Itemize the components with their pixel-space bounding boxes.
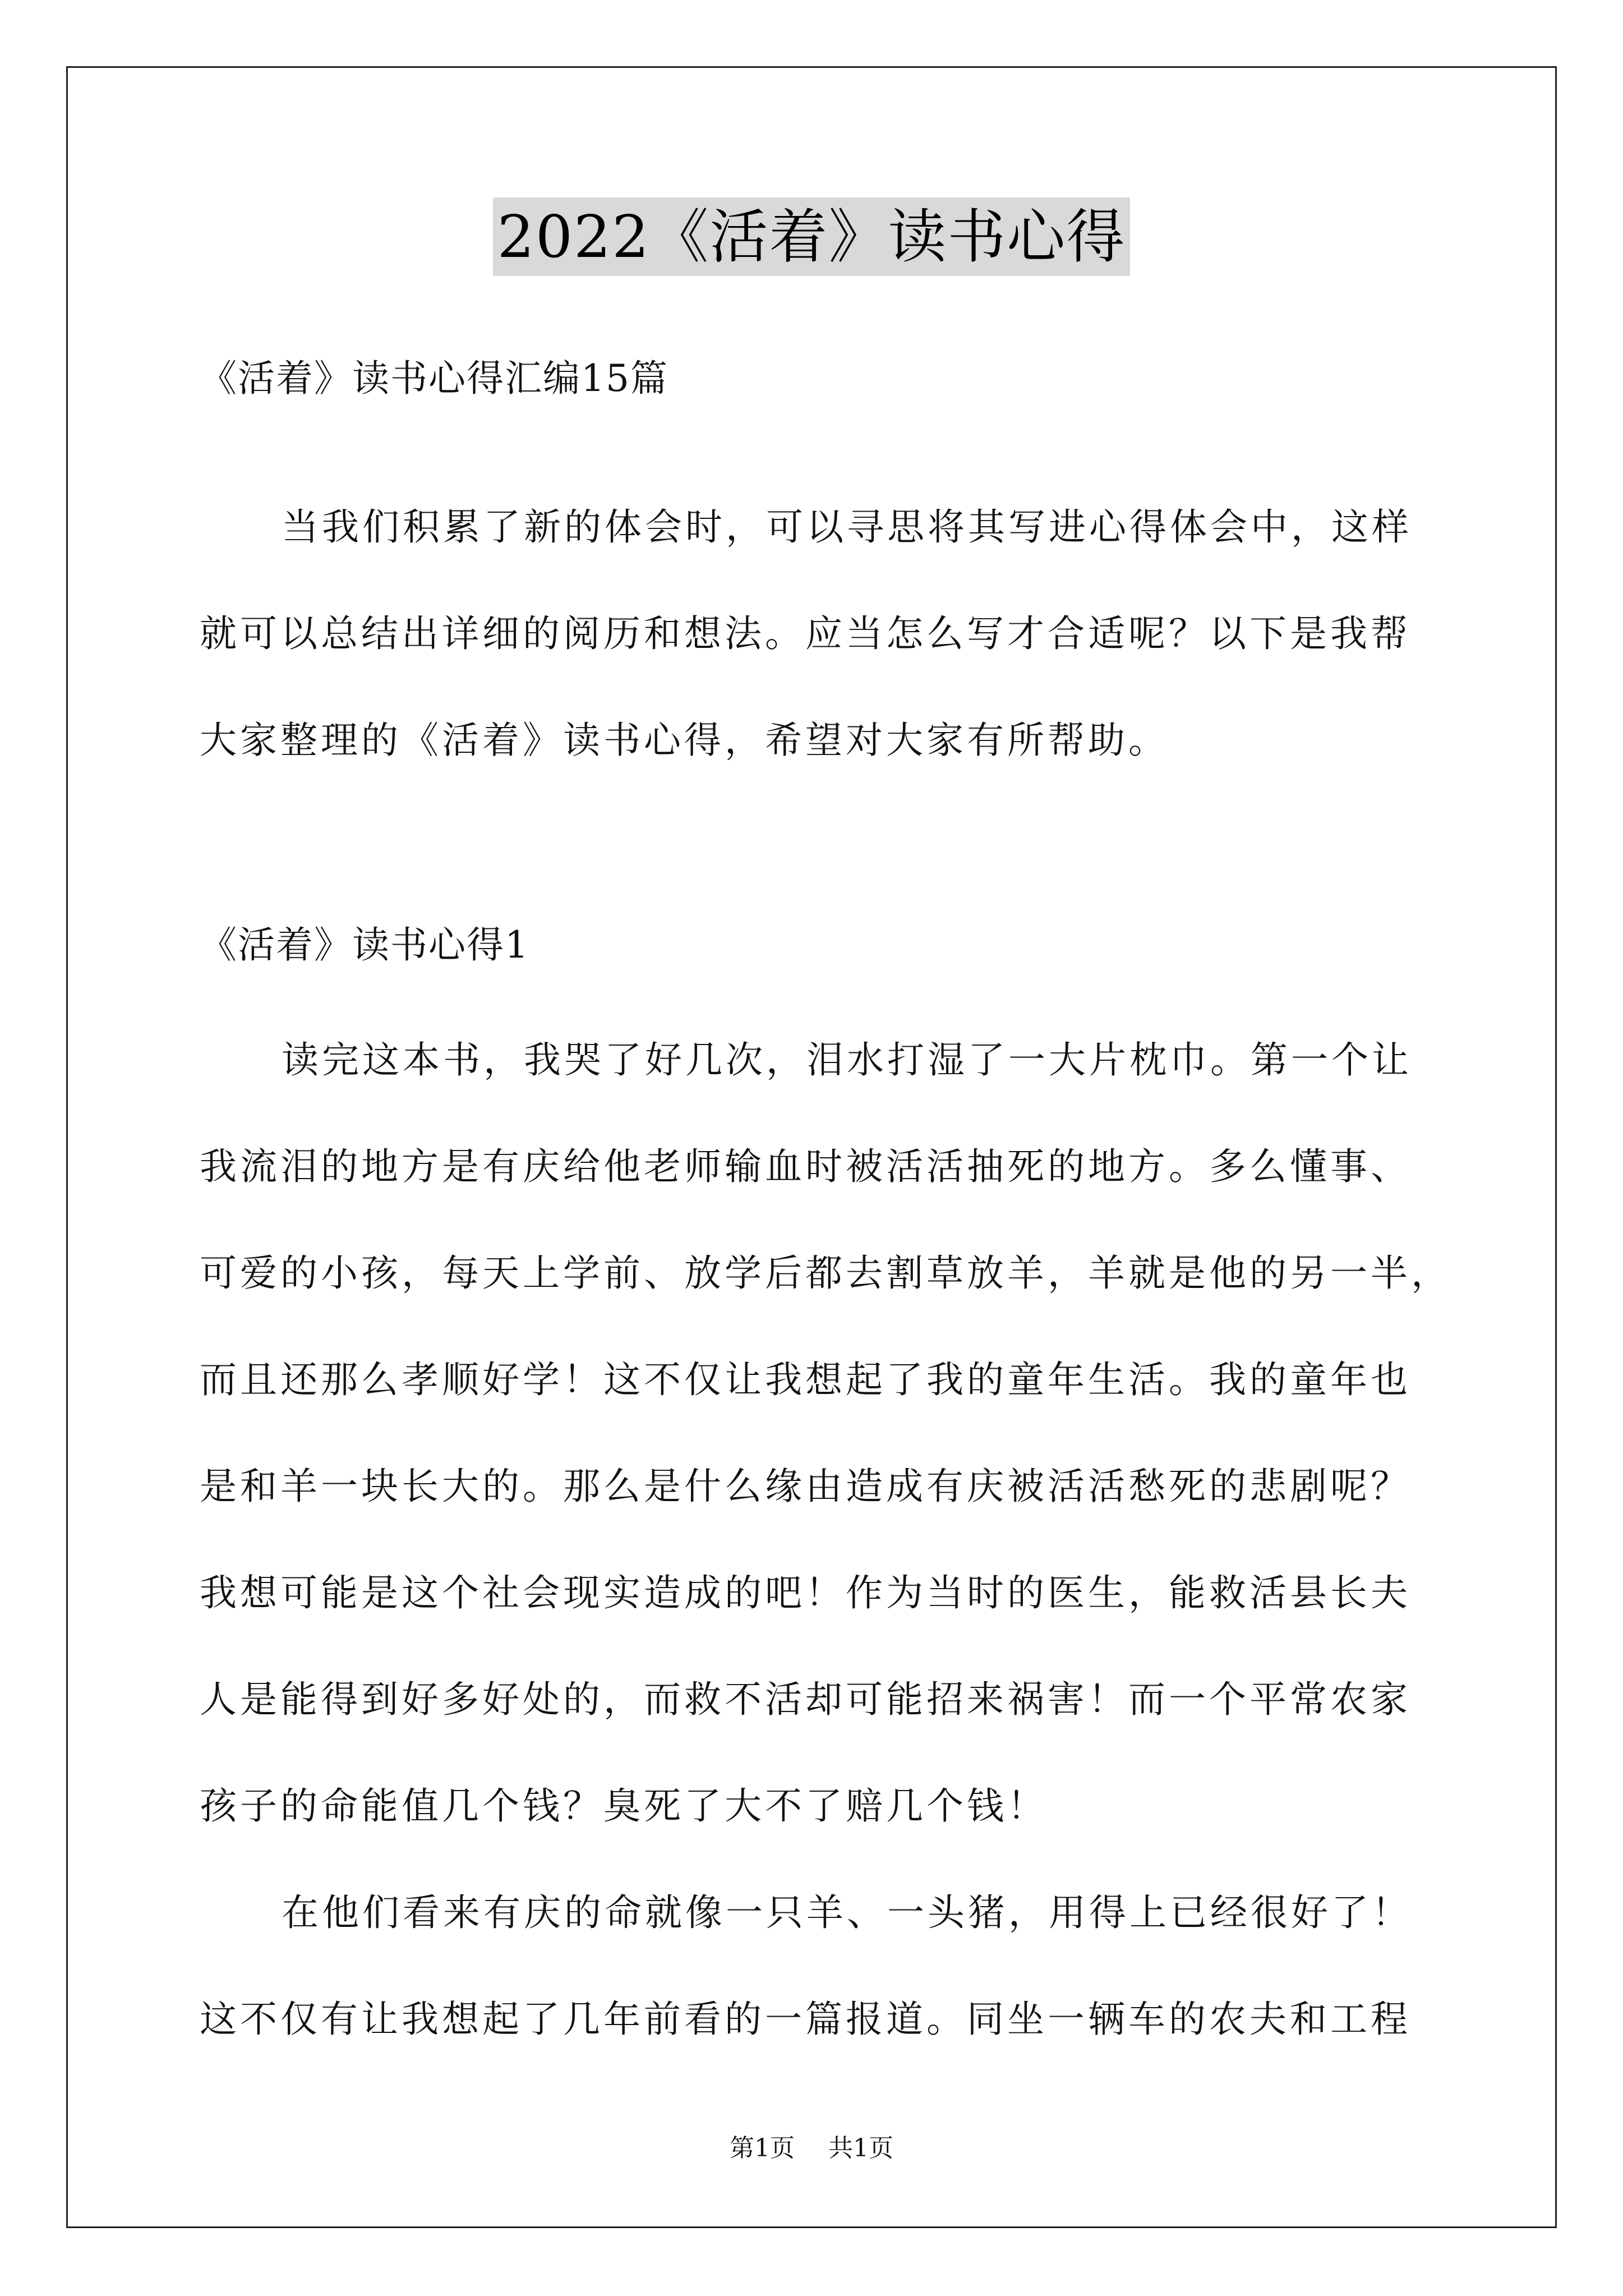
paragraph-line: 可爱的小孩，每天上学前、放学后都去割草放羊，羊就是他的另一半， xyxy=(200,1251,1451,1295)
paragraph-line: 在他们看来有庆的命就像一只羊、一头猪，用得上已经很好了！ xyxy=(282,1891,1412,1934)
paragraph-line: 而且还那么孝顺好学！这不仅让我想起了我的童年生活。我的童年也 xyxy=(200,1358,1411,1401)
section-heading: 《活着》读书心得1 xyxy=(200,923,529,967)
paragraph-line: 大家整理的《活着》读书心得，希望对大家有所帮助。 xyxy=(200,719,1169,762)
document-title: 2022《活着》读书心得 xyxy=(493,197,1131,276)
page-footer xyxy=(0,2132,1623,2165)
paragraph-line: 我流泪的地方是有庆给他老师输血时被活活抽死的地方。多么懂事、 xyxy=(200,1145,1411,1188)
paragraph-line: 读完这本书，我哭了好几次，泪水打湿了一大片枕巾。第一个让 xyxy=(282,1038,1412,1082)
page-total: 共1页 xyxy=(828,2134,893,2162)
document-body xyxy=(200,342,1456,2073)
page-number: 第1页 xyxy=(730,2134,795,2162)
document-subtitle: 《活着》读书心得汇编15篇 xyxy=(200,357,668,400)
paragraph-line: 我想可能是这个社会现实造成的吧！作为当时的医生，能救活县长夫 xyxy=(200,1571,1411,1614)
section-paragraph-2 xyxy=(200,1860,1456,2073)
paragraph-line: 人是能得到好多好处的，而救不活却可能招来祸害！而一个平常农家 xyxy=(200,1678,1411,1721)
paragraph-line: 是和羊一块长大的。那么是什么缘由造成有庆被活活愁死的悲剧呢？ xyxy=(200,1465,1411,1508)
paragraph-line: 这不仅有让我想起了几年前看的一篇报道。同坐一辆车的农夫和工程 xyxy=(200,1998,1411,2041)
title-container xyxy=(0,197,1623,276)
paragraph-line: 当我们积累了新的体会时，可以寻思将其写进心得体会中，这样 xyxy=(282,505,1412,549)
section-paragraph-1 xyxy=(200,1007,1456,1860)
intro-paragraph xyxy=(200,474,1456,794)
paragraph-line: 孩子的命能值几个钱？臭死了大不了赔几个钱！ xyxy=(200,1784,1048,1828)
paragraph-line: 就可以总结出详细的阅历和想法。应当怎么写才合适呢？以下是我帮 xyxy=(200,612,1411,655)
